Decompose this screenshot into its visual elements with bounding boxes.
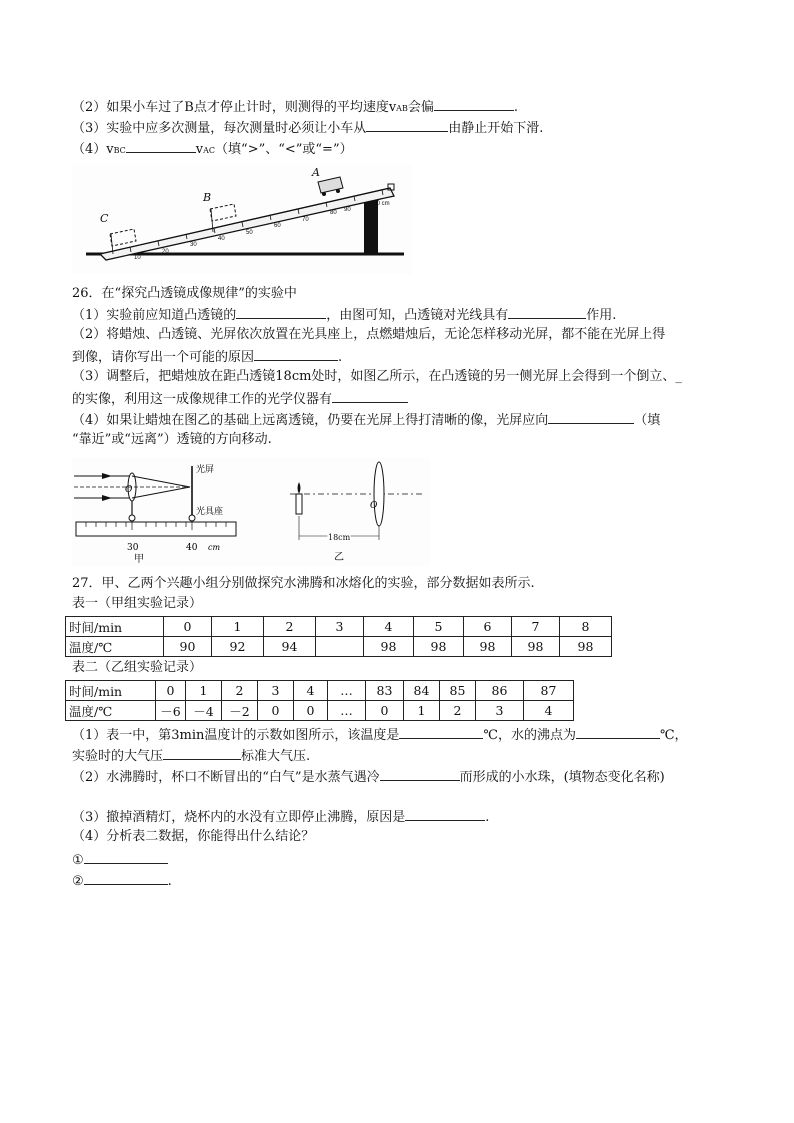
answer-blank[interactable] <box>576 726 660 739</box>
answer-blank[interactable] <box>366 119 448 132</box>
q26-title: 26．在“探究凸透镜成像规律”的实验中 <box>72 286 297 301</box>
answer-blank[interactable] <box>399 726 483 739</box>
table-2 <box>65 680 574 721</box>
support-block <box>364 200 378 254</box>
tick-label: 70 <box>302 217 309 223</box>
tick-30: 30 <box>127 543 139 553</box>
answer-blank[interactable] <box>380 768 460 781</box>
answer-blank[interactable] <box>548 411 634 424</box>
table2-caption: 表二（乙组实验记录） <box>72 660 203 675</box>
missing-cell[interactable] <box>316 637 364 657</box>
q27-line-2: （2）水沸腾时，杯口不断冒出的“白气”是水蒸气遇冷 而形成的小水珠，(填物态变化名称) <box>72 770 665 785</box>
tick-label: 50 <box>246 230 253 236</box>
q26-line-1: （1）实验前应知道凸透镜的 ，由图可知，凸透镜对光线具有 作用. <box>72 308 617 323</box>
figure-label-yi: 乙 <box>334 552 344 563</box>
table-row: 时间/min 0 1 2 3 4 5 6 7 8 <box>66 617 612 637</box>
bench-label: 光具座 <box>196 507 224 517</box>
lens-label-b: O <box>370 501 378 511</box>
answer-blank[interactable] <box>84 851 168 864</box>
tick-label: 90 <box>344 207 351 213</box>
table-1 <box>65 616 612 657</box>
tick-label: 80 <box>330 210 337 216</box>
q25-line-2: （2）如果小车过了B点才停止计时，则测得的平均速度vAB会偏 . <box>72 100 518 115</box>
answer-blank[interactable] <box>163 747 241 760</box>
q26-line-4a: （4）如果让蜡烛在图乙的基础上远离透镜，仍要在光屏上得打清晰的像，光屏应向 （填 <box>72 413 661 428</box>
q27-conclusion-2: ② . <box>72 874 172 889</box>
point-label-b: B <box>203 191 212 204</box>
point-label-a: A <box>312 166 320 179</box>
table-row: 时间/min 0 1 2 3 4 … 83 84 85 86 87 <box>66 681 574 701</box>
table-row: 温度/℃ －6 －4 －2 0 0 … 0 1 2 3 4 <box>66 701 574 721</box>
answer-blank[interactable] <box>126 140 196 153</box>
tick-label: 20 <box>162 249 169 255</box>
answer-blank[interactable] <box>332 390 408 403</box>
tick-label: 10 <box>134 255 141 261</box>
answer-blank[interactable] <box>405 808 485 821</box>
q27-line-4: （4）分析表二数据，你能得出什么结论？ <box>72 829 315 844</box>
answer-blank[interactable] <box>254 348 338 361</box>
table-row: 温度/℃ 90 92 94 98 98 98 98 98 <box>66 637 612 657</box>
table1-caption: 表一（甲组实验记录） <box>72 596 203 611</box>
tick-label: 100 cm <box>370 201 390 207</box>
q26-line-2a: （2）将蜡烛、凸透镜、光屏依次放置在光具座上，点燃蜡烛后，无论怎样移动光屏，都不能在光屏上得 <box>72 327 666 342</box>
tick-label: 30 <box>190 242 197 248</box>
q25-line-3: （3）实验中应多次测量，每次测量时必须让小车从 由静止开始下滑. <box>72 121 544 136</box>
q27-title: 27．甲、乙两个兴趣小组分别做探究水沸腾和冰熔化的实验，部分数据如表所示. <box>72 576 535 591</box>
q27-conclusion-1: ① <box>72 851 168 869</box>
lens-figure <box>72 458 430 566</box>
q26-line-4b: “靠近”或“远离”）透镜的方向移动. <box>72 432 272 447</box>
lens-label: O <box>125 485 133 495</box>
incline-figure <box>72 164 412 274</box>
tick-label: 60 <box>274 223 281 229</box>
distance-label: 18cm <box>328 533 351 542</box>
answer-blank[interactable] <box>508 306 586 319</box>
answer-blank[interactable] <box>84 872 168 885</box>
point-label-c: C <box>100 212 109 225</box>
figure-label-jia: 甲 <box>134 554 144 565</box>
answer-blank[interactable] <box>434 98 514 111</box>
unit-label: cm <box>208 543 221 552</box>
screen-label: 光屏 <box>196 465 215 475</box>
tick-label: 40 <box>218 236 225 242</box>
q27-line-3: （3）撤掉酒精灯，烧杯内的水没有立即停止沸腾，原因是 . <box>72 810 490 825</box>
answer-blank[interactable] <box>236 306 326 319</box>
q27-line-1a: （1）表一中，第3min温度计的示数如图所示，该温度是 ℃，水的沸点为 ℃， <box>72 728 688 743</box>
q26-line-3b: 的实像，利用这一成像规律工作的光学仪器有 <box>72 390 408 408</box>
tick-40: 40 <box>186 543 198 553</box>
q26-line-2b: 到像，请你写出一个可能的原因 . <box>72 350 343 365</box>
q25-line-4: （4）vBC vAC（填“>”、“<”或“=”） <box>72 142 353 157</box>
q27-line-1b: 实验时的大气压 标准大气压. <box>72 749 311 764</box>
q26-line-3a: （3）调整后，把蜡烛放在距凸透镜18cm处时，如图乙所示，在凸透镜的另一侧光屏上会得到一个倒立、_ <box>72 369 682 384</box>
